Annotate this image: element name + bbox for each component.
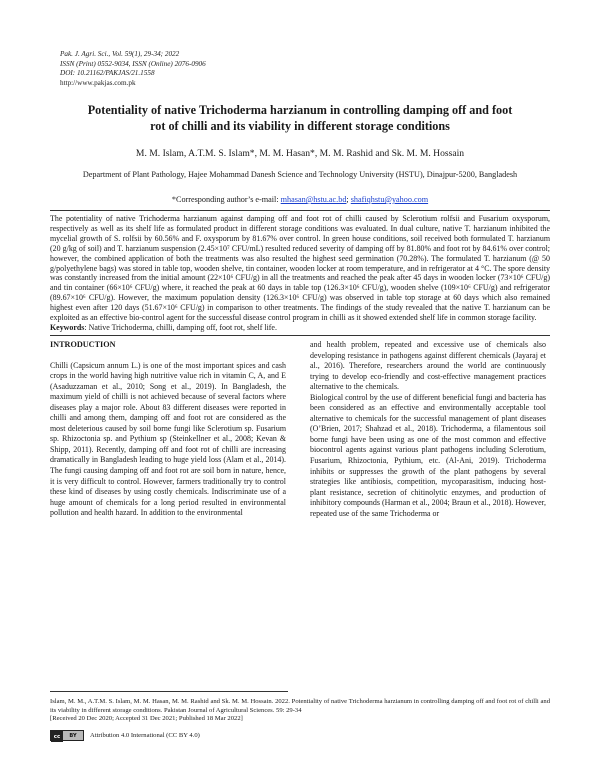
corresponding-label: *Corresponding author’s e-mail: <box>171 195 281 204</box>
keywords <box>50 323 550 333</box>
intro-paragraph-1: Chilli (Capsicum annum L.) is one of the most important spices and cash crops in the world having high nutritive value rich in vitamin C, A, and E (Asaduzzaman et al., 2010; Song et al., 2019). In Bangladesh, the maximum yield of chilli is not achieved because of several factors where diseases play a major role. About 83 different diseases were reported in chilli and among them, damping off and foot rot are considered as the most deleterious caused by soil borne fungi like Sclerotium sp. Fusarium sp. Rhizoctonia sp. and Pythium sp (Steinkellner et al., 2008; Kevan & Shipp, 2011). Recently, damping off and foot rot of chilli are increasing dramatically in Bangladesh leading to huge yield loss (Alam et al., 2014). The fungi causing damping off and foot rot are soil born in nature, hence, it is very difficult to control. However, farmers traditionally try to control these kind of diseases by using costly chemicals. Indiscriminate use of a huge amount of chemicals for a long period resulted in environmental pollution and health hazard. In addition to the environmental <box>50 360 286 518</box>
keywords-label: Keywords <box>50 322 85 332</box>
cc-badge-left: cc <box>51 731 63 742</box>
title-line-1: Potentiality of native Trichoderma harzianum in controlling damping off and foot <box>87 103 513 117</box>
email-separator: ; <box>346 195 351 204</box>
journal-issn: ISSN (Print) 0552-9034, ISSN (Online) 2076-0906 <box>60 59 206 68</box>
license-row <box>50 730 200 741</box>
footnote-divider <box>50 691 288 692</box>
section-heading-introduction: INTRODUCTION <box>50 340 116 349</box>
intro-paragraph-2: and health problem, repeated and excessive use of chemicals also developing resistance in pathogens against different chemicals (Jayaraj et al., 2016). Therefore, researchers around the world are continuously trying to develop eco-friendly and cost-effective management practices alternative to the chemicals. <box>310 340 546 392</box>
journal-meta <box>60 50 206 88</box>
author-list: M. M. Islam, A.T.M. S. Islam*, M. M. Hasan*, M. M. Rashid and Sk. M. M. Hossain <box>135 148 465 159</box>
keywords-text: : Native Trichoderma, chilli, damping off, foot rot, shelf life. <box>84 322 277 332</box>
journal-url[interactable]: http://www.pakjas.com.pk <box>60 78 136 87</box>
footnote-citation: Islam, M. M., A.T.M. S. Islam, M. M. Hasan, M. M. Rashid and Sk. M. M. Hossain. 2022. Potentiality of native Trichoderma harzianum in controlling damping off and foot rot of chilli and its viability in different storage conditions. Pakistan Journal of Agricultural Sciences. 59: 29-34 <box>50 698 550 714</box>
footnote-dates: [Received 20 Dec 2020; Accepted 31 Dec 2021; Published 18 Mar 2022] <box>50 715 243 723</box>
license-text: Attribution 4.0 International (CC BY 4.0) <box>90 732 200 739</box>
corresponding-author <box>50 195 550 204</box>
left-column <box>50 340 286 519</box>
journal-citation: Pak. J. Agri. Sci., Vol. 59(1), 29-34; 2022 <box>60 50 180 58</box>
intro-paragraph-3: Biological control by the use of different beneficial fungi and bacteria has been considered as an effective and environmentally acceptable tool alternative to chemicals for the successful management of plant diseases (O’Brien, 2017; Shahzad et al., 2018). Trichoderma, a filamentous soil borne fungi have been using as one of the most common and effective biocontrol agents against various plant pathogens including Sclerotium, Fusarium, Rhizoctonia, Pythium, etc. (Al-Ani, 2019). Trichoderma inhibits or suppresses the growth of the plant pathogens by several strategies like antibiosis, competition, mycoparasitism, inducing host-plant resistance, secretion of chitinolytic enzymes, and production of inhibitory compounds (Harman et al., 2004; Braun et al., 2018). However, repeated use of the same Trichoderma or <box>310 392 546 518</box>
abstract-box <box>50 210 550 336</box>
email-link-1[interactable]: mhasan@hstu.ac.bd <box>280 195 347 204</box>
email-link-2[interactable]: shafiqhstu@yahoo.com <box>350 195 429 204</box>
affiliation: Department of Plant Pathology, Hajee Mohammad Danesh Science and Technology University (HSTU), Dinajpur-5200, Bangladesh <box>82 170 518 179</box>
cc-by-license-icon[interactable] <box>50 730 84 741</box>
abstract-text: The potentiality of native Trichoderma harzianum against damping off and foot rot of chilli caused by Sclerotium rolfsii and Fusarium oxysporum, respectively as well as its shelf life as formulated product in different storage conditions was evaluated. In dual culture, native T. harzianum inhibited the mycelial growth of S. rolfsii by 60.56% and F. oxysporum by 81.67% over control. In green house conditions, soil received both formulated T. harzianum (20 g/kg of soil) and T. harzianum suspension (2.45×10⁷ CFU/mL) resulted reduced severity of damping off by 81.80% and foot rot by 84.61% over control; however, the combined application of both the treatments was also resulted the highest seed germination (70.28%). The formulated T. harzianum (@ 50 g/polyethylene bags) was stored in table top, wooden shelve, tin container, wooden locker at room temperature, and in refrigerator at 4 °C. The spore density was constantly increased from the initial amount (22×10⁶ CFU/g) in all the treatments and reached the peak after 45 days in wooden locker (73×10⁶ CFU/g) and tin container (66×10⁶ CFU/g) where, it reached the peak at 60 days in table top (126.3×10⁶ CFU/g), wooden shelve (109×10⁶ CFU/g) and refrigerator (89.67×10⁶ CFU/g). However, the maximum population density (126.3×10⁶ CFU/g) was observed in table top storage at 60 days which also remained highest even after 120 days (51.67×10⁶ CFU/g) in comparison to other treatments. The findings of the study revealed that the native T. harzianum can be exploited as an effective bio-control agent for the successful disease control program in chilli as it showed extended shelf life in common storage facility. <box>50 214 550 323</box>
footnote <box>50 698 550 724</box>
cc-badge-right: BY <box>69 732 77 739</box>
paper-title <box>50 102 550 134</box>
journal-doi: DOI: 10.21162/PAKJAS/21.1558 <box>60 69 155 78</box>
title-line-2: rot of chilli and its viability in different storage conditions <box>150 119 450 133</box>
right-column <box>310 340 546 519</box>
